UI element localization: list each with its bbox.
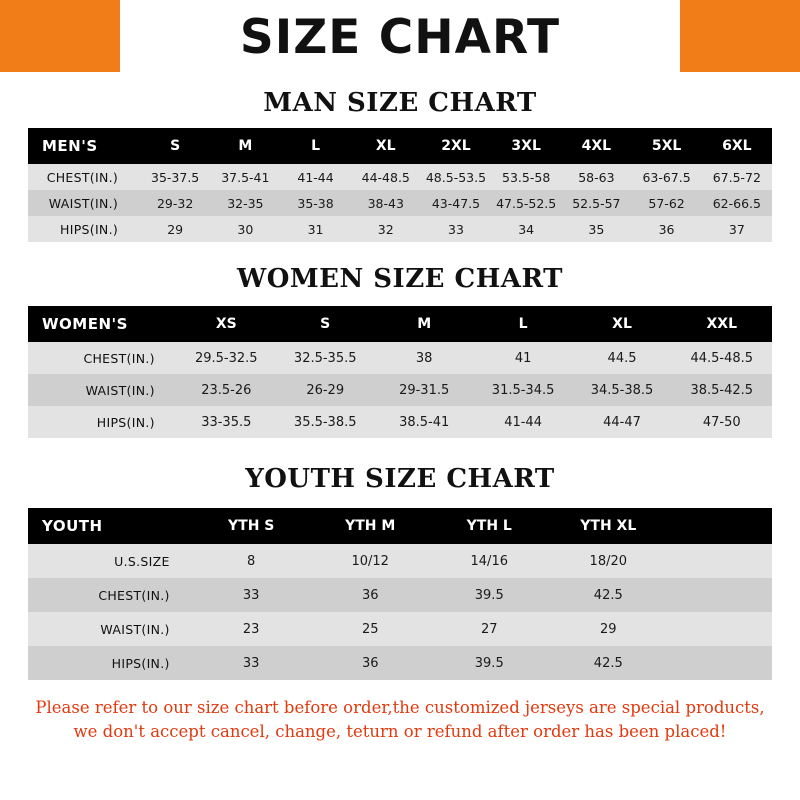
women-header-cell: XXL — [672, 306, 773, 342]
men-header-cell: S — [140, 128, 210, 164]
men-header-cell: M — [210, 128, 280, 164]
youth-row-label: U.S.SIZE — [28, 544, 192, 578]
youth-cell: 33 — [192, 578, 311, 612]
women-section-title: WOMEN SIZE CHART — [237, 264, 563, 294]
footer-note-line-1: Please refer to our size chart before order,the customized jerseys are special products, — [35, 698, 765, 717]
youth-cell: 25 — [311, 612, 430, 646]
table-row — [28, 544, 772, 578]
men-row-label: HIPS(IN.) — [28, 216, 140, 242]
table-row — [28, 190, 772, 216]
men-cell: 57-62 — [631, 190, 701, 216]
women-header-cell: S — [276, 306, 375, 342]
men-header-cell: 3XL — [491, 128, 561, 164]
men-cell: 37.5-41 — [210, 164, 280, 190]
table-row — [28, 612, 772, 646]
youth-cell — [668, 544, 772, 578]
women-section — [0, 264, 800, 438]
women-header-cell: L — [474, 306, 573, 342]
youth-cell: 10/12 — [311, 544, 430, 578]
youth-row-label: WAIST(IN.) — [28, 612, 192, 646]
youth-cell — [668, 646, 772, 680]
women-cell: 44.5 — [573, 342, 672, 374]
youth-header-cell: YTH M — [311, 508, 430, 544]
footer-note — [22, 696, 778, 744]
youth-cell — [668, 578, 772, 612]
youth-cell: 42.5 — [549, 578, 668, 612]
men-row-label: CHEST(IN.) — [28, 164, 140, 190]
women-cell: 33-35.5 — [177, 406, 276, 438]
men-cell: 35 — [561, 216, 631, 242]
men-header-cell: 6XL — [702, 128, 772, 164]
footer-note-line-2: we don't accept cancel, change, teturn or refund after order has been placed! — [73, 721, 727, 741]
youth-section — [0, 464, 800, 680]
men-cell: 30 — [210, 216, 280, 242]
men-cell: 32-35 — [210, 190, 280, 216]
youth-cell: 33 — [192, 646, 311, 680]
women-row-label: WAIST(IN.) — [28, 374, 177, 406]
men-size-table — [28, 128, 772, 242]
men-cell: 33 — [421, 216, 491, 242]
men-header-cell: 2XL — [421, 128, 491, 164]
men-header-cell: 4XL — [561, 128, 631, 164]
table-row — [28, 578, 772, 612]
youth-cell: 36 — [311, 578, 430, 612]
youth-header-row — [28, 508, 772, 544]
men-cell: 36 — [631, 216, 701, 242]
men-cell: 43-47.5 — [421, 190, 491, 216]
youth-cell: 39.5 — [430, 578, 549, 612]
women-cell: 26-29 — [276, 374, 375, 406]
women-cell: 47-50 — [672, 406, 773, 438]
youth-cell: 14/16 — [430, 544, 549, 578]
women-cell: 38.5-41 — [375, 406, 474, 438]
women-header-cell: WOMEN'S — [28, 306, 177, 342]
men-cell: 29-32 — [140, 190, 210, 216]
women-cell: 44-47 — [573, 406, 672, 438]
youth-row-label: CHEST(IN.) — [28, 578, 192, 612]
men-header-row — [28, 128, 772, 164]
men-cell: 62-66.5 — [702, 190, 772, 216]
women-cell: 23.5-26 — [177, 374, 276, 406]
youth-section-title: YOUTH SIZE CHART — [245, 464, 555, 494]
youth-cell — [668, 612, 772, 646]
women-cell: 32.5-35.5 — [276, 342, 375, 374]
women-cell: 34.5-38.5 — [573, 374, 672, 406]
youth-header-cell: YOUTH — [28, 508, 192, 544]
men-cell: 29 — [140, 216, 210, 242]
men-row-label: WAIST(IN.) — [28, 190, 140, 216]
women-cell: 44.5-48.5 — [672, 342, 773, 374]
youth-size-table — [28, 508, 772, 680]
women-header-cell: XS — [177, 306, 276, 342]
women-cell: 41 — [474, 342, 573, 374]
women-size-table — [28, 306, 772, 438]
youth-cell: 23 — [192, 612, 311, 646]
header-banner — [0, 0, 800, 72]
youth-cell: 27 — [430, 612, 549, 646]
table-row — [28, 216, 772, 242]
women-cell: 38 — [375, 342, 474, 374]
men-cell: 41-44 — [280, 164, 350, 190]
table-row — [28, 406, 772, 438]
youth-cell: 18/20 — [549, 544, 668, 578]
men-header-cell: L — [280, 128, 350, 164]
men-cell: 38-43 — [351, 190, 421, 216]
men-cell: 67.5-72 — [702, 164, 772, 190]
women-header-cell: M — [375, 306, 474, 342]
youth-cell: 39.5 — [430, 646, 549, 680]
youth-header-cell: YTH XL — [549, 508, 668, 544]
youth-cell: 8 — [192, 544, 311, 578]
men-header-cell: 5XL — [631, 128, 701, 164]
page-title: SIZE CHART — [239, 9, 561, 65]
youth-cell: 42.5 — [549, 646, 668, 680]
women-cell: 29.5-32.5 — [177, 342, 276, 374]
men-section-title: MAN SIZE CHART — [263, 88, 537, 118]
men-cell: 53.5-58 — [491, 164, 561, 190]
men-header-cell: XL — [351, 128, 421, 164]
men-cell: 47.5-52.5 — [491, 190, 561, 216]
youth-header-cell: YTH S — [192, 508, 311, 544]
women-header-cell: XL — [573, 306, 672, 342]
table-row — [28, 164, 772, 190]
women-cell: 38.5-42.5 — [672, 374, 773, 406]
women-cell: 35.5-38.5 — [276, 406, 375, 438]
men-cell: 35-38 — [280, 190, 350, 216]
youth-header-cell — [668, 508, 772, 544]
table-row — [28, 374, 772, 406]
youth-cell: 29 — [549, 612, 668, 646]
youth-header-cell: YTH L — [430, 508, 549, 544]
men-header-cell: MEN'S — [28, 128, 140, 164]
men-cell: 63-67.5 — [631, 164, 701, 190]
women-header-row — [28, 306, 772, 342]
men-cell: 35-37.5 — [140, 164, 210, 190]
women-row-label: CHEST(IN.) — [28, 342, 177, 374]
men-cell: 37 — [702, 216, 772, 242]
men-cell: 31 — [280, 216, 350, 242]
table-row — [28, 342, 772, 374]
header-banner-inner — [120, 0, 680, 72]
table-row — [28, 646, 772, 680]
men-cell: 32 — [351, 216, 421, 242]
youth-row-label: HIPS(IN.) — [28, 646, 192, 680]
women-cell: 41-44 — [474, 406, 573, 438]
women-cell: 31.5-34.5 — [474, 374, 573, 406]
men-cell: 58-63 — [561, 164, 631, 190]
youth-cell: 36 — [311, 646, 430, 680]
women-row-label: HIPS(IN.) — [28, 406, 177, 438]
women-cell: 29-31.5 — [375, 374, 474, 406]
men-cell: 52.5-57 — [561, 190, 631, 216]
men-cell: 44-48.5 — [351, 164, 421, 190]
men-cell: 34 — [491, 216, 561, 242]
men-section — [0, 88, 800, 242]
men-cell: 48.5-53.5 — [421, 164, 491, 190]
